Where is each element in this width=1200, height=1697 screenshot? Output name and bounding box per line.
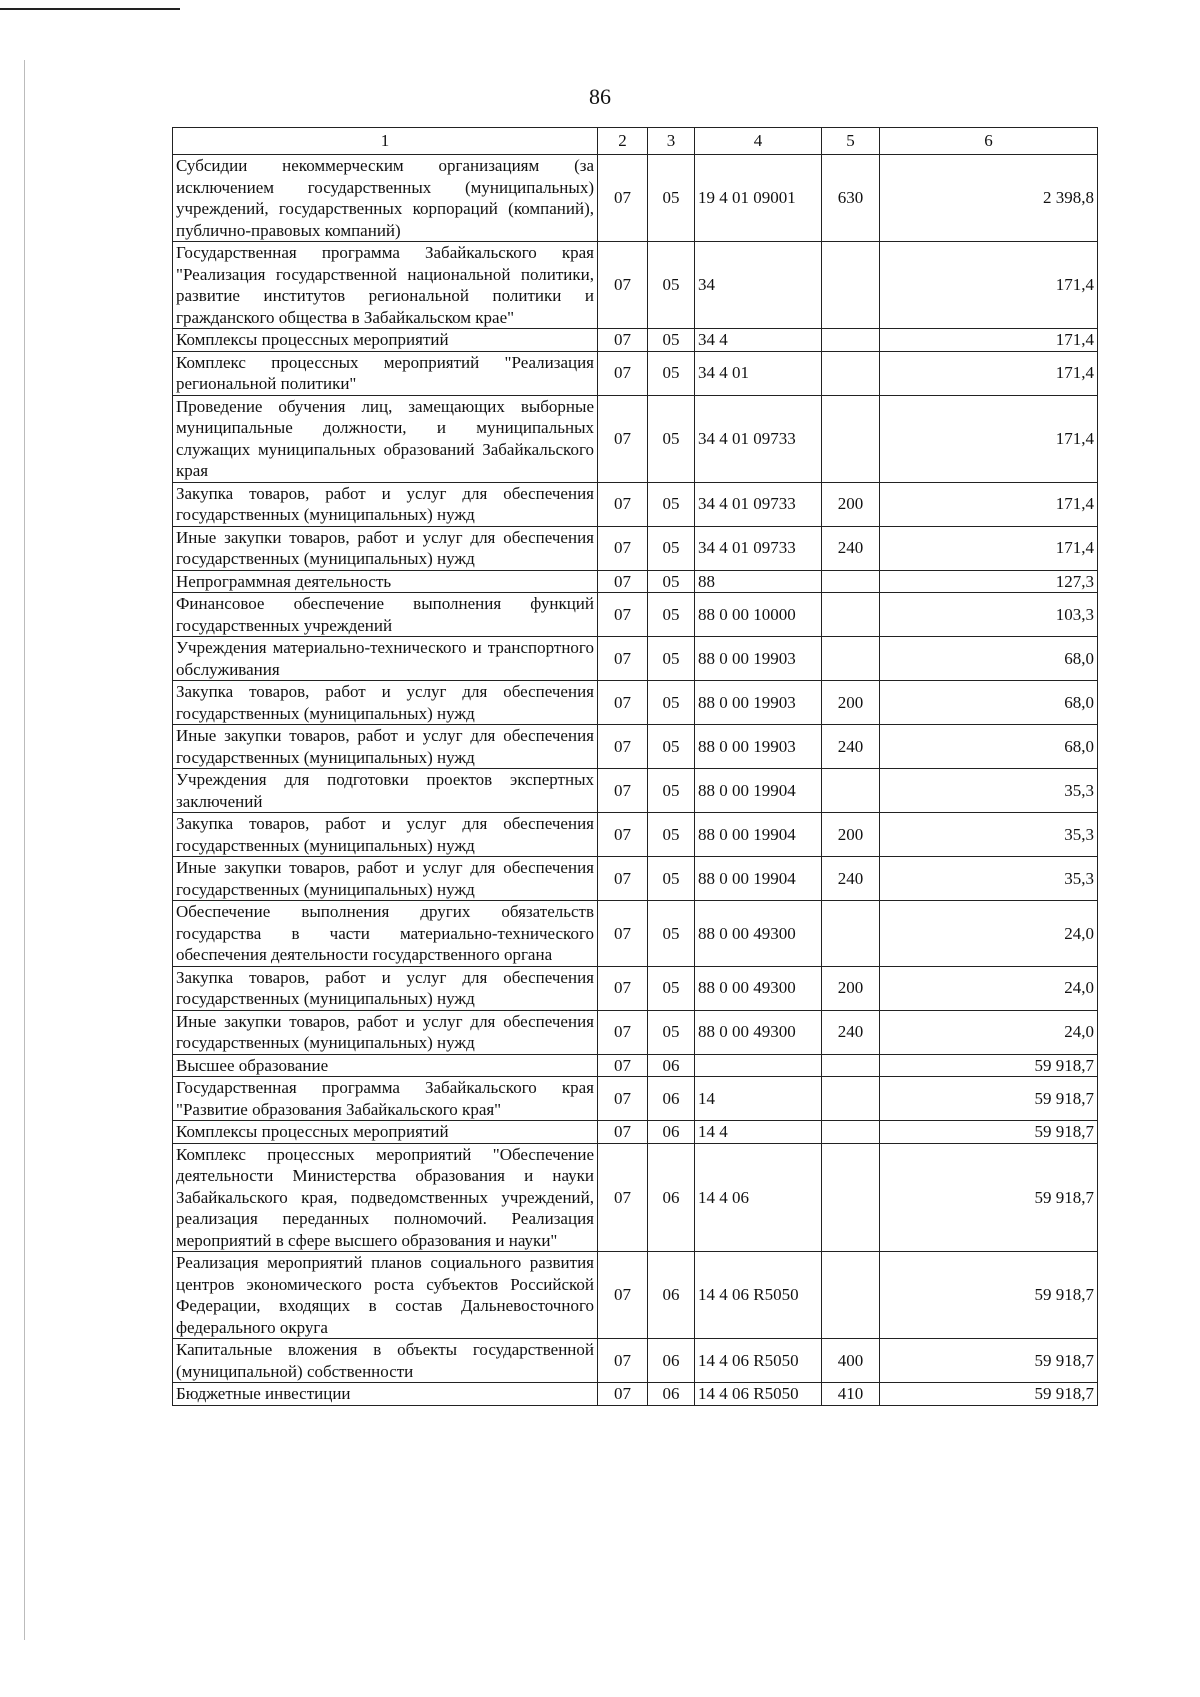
row-amount-cell: 35,3 <box>880 769 1098 813</box>
row-section-cell: 07 <box>598 329 648 352</box>
row-subsection-cell: 05 <box>648 526 695 570</box>
table-row <box>173 242 1098 329</box>
row-subsection-cell: 05 <box>648 769 695 813</box>
row-target-article-cell: 88 0 00 19904 <box>695 857 822 901</box>
row-expense-type-cell <box>822 769 880 813</box>
row-amount-cell: 171,4 <box>880 242 1098 329</box>
row-name-cell: Учреждения для подготовки проектов экспертных заключений <box>173 769 598 813</box>
row-name-cell: Иные закупки товаров, работ и услуг для обеспечения государственных (муниципальных) нужд <box>173 1010 598 1054</box>
row-name-cell: Закупка товаров, работ и услуг для обеспечения государственных (муниципальных) нужд <box>173 681 598 725</box>
header-col-2: 2 <box>598 128 648 155</box>
row-section-cell: 07 <box>598 1252 648 1339</box>
row-section-cell: 07 <box>598 966 648 1010</box>
row-subsection-cell: 05 <box>648 901 695 967</box>
row-section-cell: 07 <box>598 901 648 967</box>
row-expense-type-cell <box>822 1077 880 1121</box>
row-amount-cell: 127,3 <box>880 570 1098 593</box>
margin-rule <box>24 60 25 1640</box>
row-section-cell: 07 <box>598 1010 648 1054</box>
table-row <box>173 1252 1098 1339</box>
row-name-cell: Непрограммная деятельность <box>173 570 598 593</box>
row-target-article-cell: 14 <box>695 1077 822 1121</box>
row-expense-type-cell: 200 <box>822 813 880 857</box>
row-target-article-cell: 34 <box>695 242 822 329</box>
row-target-article-cell: 34 4 01 <box>695 351 822 395</box>
row-subsection-cell: 05 <box>648 813 695 857</box>
row-expense-type-cell <box>822 395 880 482</box>
header-col-1: 1 <box>173 128 598 155</box>
row-section-cell: 07 <box>598 1339 648 1383</box>
row-subsection-cell: 05 <box>648 329 695 352</box>
table-row <box>173 813 1098 857</box>
row-amount-cell: 68,0 <box>880 637 1098 681</box>
row-target-article-cell: 14 4 06 R5050 <box>695 1383 822 1406</box>
row-subsection-cell: 05 <box>648 725 695 769</box>
table-row <box>173 1077 1098 1121</box>
header-col-6: 6 <box>880 128 1098 155</box>
row-subsection-cell: 05 <box>648 593 695 637</box>
row-amount-cell: 171,4 <box>880 395 1098 482</box>
table-row <box>173 526 1098 570</box>
row-expense-type-cell <box>822 1054 880 1077</box>
row-amount-cell: 59 918,7 <box>880 1339 1098 1383</box>
row-amount-cell: 59 918,7 <box>880 1054 1098 1077</box>
row-expense-type-cell <box>822 329 880 352</box>
table-row <box>173 681 1098 725</box>
row-target-article-cell <box>695 1054 822 1077</box>
row-expense-type-cell: 630 <box>822 155 880 242</box>
row-section-cell: 07 <box>598 242 648 329</box>
table-row <box>173 1054 1098 1077</box>
row-name-cell: Реализация мероприятий планов социального развития центров экономического роста субъектов Российской Федерации, входящих в состав Дальневосточного федерального округа <box>173 1252 598 1339</box>
row-section-cell: 07 <box>598 395 648 482</box>
table-row <box>173 395 1098 482</box>
table-row <box>173 1383 1098 1406</box>
row-subsection-cell: 05 <box>648 242 695 329</box>
row-target-article-cell: 88 <box>695 570 822 593</box>
row-name-cell: Высшее образование <box>173 1054 598 1077</box>
row-subsection-cell: 05 <box>648 351 695 395</box>
row-section-cell: 07 <box>598 813 648 857</box>
table-row <box>173 1010 1098 1054</box>
header-col-4: 4 <box>695 128 822 155</box>
row-amount-cell: 59 918,7 <box>880 1143 1098 1252</box>
row-subsection-cell: 05 <box>648 681 695 725</box>
page-number: 86 <box>589 84 611 109</box>
row-name-cell: Комплекс процессных мероприятий "Реализация региональной политики" <box>173 351 598 395</box>
row-subsection-cell: 06 <box>648 1383 695 1406</box>
row-subsection-cell: 05 <box>648 857 695 901</box>
row-name-cell: Закупка товаров, работ и услуг для обеспечения государственных (муниципальных) нужд <box>173 482 598 526</box>
row-subsection-cell: 06 <box>648 1143 695 1252</box>
row-subsection-cell: 05 <box>648 482 695 526</box>
budget-table <box>172 127 1098 1406</box>
row-name-cell: Финансовое обеспечение выполнения функций государственных учреждений <box>173 593 598 637</box>
table-row <box>173 857 1098 901</box>
row-target-article-cell: 34 4 01 09733 <box>695 526 822 570</box>
row-subsection-cell: 06 <box>648 1054 695 1077</box>
row-subsection-cell: 06 <box>648 1339 695 1383</box>
header-col-3: 3 <box>648 128 695 155</box>
row-target-article-cell: 14 4 06 R5050 <box>695 1339 822 1383</box>
row-name-cell: Обеспечение выполнения других обязательств государства в части материально-технического обеспечения деятельности государственного органа <box>173 901 598 967</box>
row-amount-cell: 35,3 <box>880 813 1098 857</box>
row-expense-type-cell: 240 <box>822 725 880 769</box>
row-amount-cell: 24,0 <box>880 966 1098 1010</box>
row-name-cell: Бюджетные инвестиции <box>173 1383 598 1406</box>
table-row <box>173 1143 1098 1252</box>
row-target-article-cell: 34 4 01 09733 <box>695 482 822 526</box>
top-rule <box>0 8 180 10</box>
row-target-article-cell: 14 4 06 R5050 <box>695 1252 822 1339</box>
row-expense-type-cell: 240 <box>822 857 880 901</box>
row-name-cell: Учреждения материально-технического и транспортного обслуживания <box>173 637 598 681</box>
row-subsection-cell: 06 <box>648 1077 695 1121</box>
row-name-cell: Закупка товаров, работ и услуг для обеспечения государственных (муниципальных) нужд <box>173 813 598 857</box>
row-target-article-cell: 88 0 00 19903 <box>695 725 822 769</box>
row-amount-cell: 171,4 <box>880 482 1098 526</box>
row-name-cell: Комплексы процессных мероприятий <box>173 1121 598 1144</box>
row-section-cell: 07 <box>598 1077 648 1121</box>
row-section-cell: 07 <box>598 570 648 593</box>
row-section-cell: 07 <box>598 526 648 570</box>
row-subsection-cell: 05 <box>648 637 695 681</box>
row-amount-cell: 171,4 <box>880 351 1098 395</box>
row-expense-type-cell <box>822 593 880 637</box>
row-section-cell: 07 <box>598 482 648 526</box>
row-amount-cell: 59 918,7 <box>880 1252 1098 1339</box>
row-target-article-cell: 88 0 00 49300 <box>695 901 822 967</box>
row-section-cell: 07 <box>598 637 648 681</box>
row-section-cell: 07 <box>598 857 648 901</box>
row-name-cell: Капитальные вложения в объекты государственной (муниципальной) собственности <box>173 1339 598 1383</box>
row-expense-type-cell: 200 <box>822 966 880 1010</box>
row-amount-cell: 68,0 <box>880 725 1098 769</box>
row-section-cell: 07 <box>598 769 648 813</box>
row-target-article-cell: 14 4 <box>695 1121 822 1144</box>
table-row <box>173 155 1098 242</box>
row-expense-type-cell: 240 <box>822 1010 880 1054</box>
row-expense-type-cell: 400 <box>822 1339 880 1383</box>
row-section-cell: 07 <box>598 1121 648 1144</box>
row-name-cell: Иные закупки товаров, работ и услуг для обеспечения государственных (муниципальных) нужд <box>173 857 598 901</box>
row-expense-type-cell <box>822 242 880 329</box>
row-expense-type-cell <box>822 351 880 395</box>
row-amount-cell: 68,0 <box>880 681 1098 725</box>
table-row <box>173 329 1098 352</box>
row-amount-cell: 24,0 <box>880 1010 1098 1054</box>
row-expense-type-cell: 410 <box>822 1383 880 1406</box>
row-subsection-cell: 05 <box>648 155 695 242</box>
row-amount-cell: 59 918,7 <box>880 1383 1098 1406</box>
row-amount-cell: 171,4 <box>880 526 1098 570</box>
row-name-cell: Субсидии некоммерческим организациям (за исключением государственных (муниципальных) учреждений, государственных корпораций (компаний), публично-правовых компаний) <box>173 155 598 242</box>
row-section-cell: 07 <box>598 725 648 769</box>
table-row <box>173 482 1098 526</box>
row-target-article-cell: 88 0 00 19903 <box>695 637 822 681</box>
row-name-cell: Государственная программа Забайкальского края "Реализация государственной национальной политики, развитие институтов региональной политики и гражданского общества в Забайкальском крае" <box>173 242 598 329</box>
row-section-cell: 07 <box>598 351 648 395</box>
row-target-article-cell: 88 0 00 19904 <box>695 769 822 813</box>
table-row <box>173 769 1098 813</box>
table-row <box>173 1121 1098 1144</box>
row-section-cell: 07 <box>598 1054 648 1077</box>
row-expense-type-cell <box>822 1252 880 1339</box>
row-amount-cell: 59 918,7 <box>880 1077 1098 1121</box>
row-expense-type-cell <box>822 1143 880 1252</box>
header-row <box>173 128 1098 155</box>
row-target-article-cell: 88 0 00 10000 <box>695 593 822 637</box>
row-amount-cell: 35,3 <box>880 857 1098 901</box>
row-name-cell: Закупка товаров, работ и услуг для обеспечения государственных (муниципальных) нужд <box>173 966 598 1010</box>
row-subsection-cell: 05 <box>648 1010 695 1054</box>
row-subsection-cell: 06 <box>648 1252 695 1339</box>
row-amount-cell: 2 398,8 <box>880 155 1098 242</box>
row-target-article-cell: 88 0 00 19904 <box>695 813 822 857</box>
row-subsection-cell: 06 <box>648 1121 695 1144</box>
row-section-cell: 07 <box>598 155 648 242</box>
row-expense-type-cell <box>822 637 880 681</box>
row-target-article-cell: 19 4 01 09001 <box>695 155 822 242</box>
row-subsection-cell: 05 <box>648 966 695 1010</box>
table-row <box>173 637 1098 681</box>
row-expense-type-cell <box>822 1121 880 1144</box>
row-expense-type-cell <box>822 570 880 593</box>
row-section-cell: 07 <box>598 1143 648 1252</box>
table-row <box>173 1339 1098 1383</box>
header-col-5: 5 <box>822 128 880 155</box>
row-expense-type-cell: 240 <box>822 526 880 570</box>
row-expense-type-cell: 200 <box>822 681 880 725</box>
row-name-cell: Комплексы процессных мероприятий <box>173 329 598 352</box>
row-name-cell: Иные закупки товаров, работ и услуг для обеспечения государственных (муниципальных) нужд <box>173 526 598 570</box>
row-amount-cell: 59 918,7 <box>880 1121 1098 1144</box>
table-row <box>173 901 1098 967</box>
row-section-cell: 07 <box>598 681 648 725</box>
table-row <box>173 966 1098 1010</box>
row-subsection-cell: 05 <box>648 570 695 593</box>
row-expense-type-cell <box>822 901 880 967</box>
row-target-article-cell: 88 0 00 49300 <box>695 966 822 1010</box>
table-row <box>173 351 1098 395</box>
row-name-cell: Проведение обучения лиц, замещающих выборные муниципальные должности, и муниципальных служащих муниципальных образований Забайкальского края <box>173 395 598 482</box>
row-section-cell: 07 <box>598 1383 648 1406</box>
table-row <box>173 593 1098 637</box>
row-name-cell: Комплекс процессных мероприятий "Обеспечение деятельности Министерства образования и науки Забайкальского края, подведомственных учреждений, реализация переданных полномочий. Реализация мероприятий в сфере высшего образования и науки" <box>173 1143 598 1252</box>
row-amount-cell: 24,0 <box>880 901 1098 967</box>
table-row <box>173 570 1098 593</box>
row-amount-cell: 103,3 <box>880 593 1098 637</box>
row-name-cell: Государственная программа Забайкальского края "Развитие образования Забайкальского края" <box>173 1077 598 1121</box>
table-row <box>173 725 1098 769</box>
row-target-article-cell: 34 4 <box>695 329 822 352</box>
row-target-article-cell: 88 0 00 49300 <box>695 1010 822 1054</box>
row-expense-type-cell: 200 <box>822 482 880 526</box>
row-amount-cell: 171,4 <box>880 329 1098 352</box>
row-target-article-cell: 34 4 01 09733 <box>695 395 822 482</box>
row-target-article-cell: 88 0 00 19903 <box>695 681 822 725</box>
row-target-article-cell: 14 4 06 <box>695 1143 822 1252</box>
row-subsection-cell: 05 <box>648 395 695 482</box>
row-name-cell: Иные закупки товаров, работ и услуг для обеспечения государственных (муниципальных) нужд <box>173 725 598 769</box>
row-section-cell: 07 <box>598 593 648 637</box>
